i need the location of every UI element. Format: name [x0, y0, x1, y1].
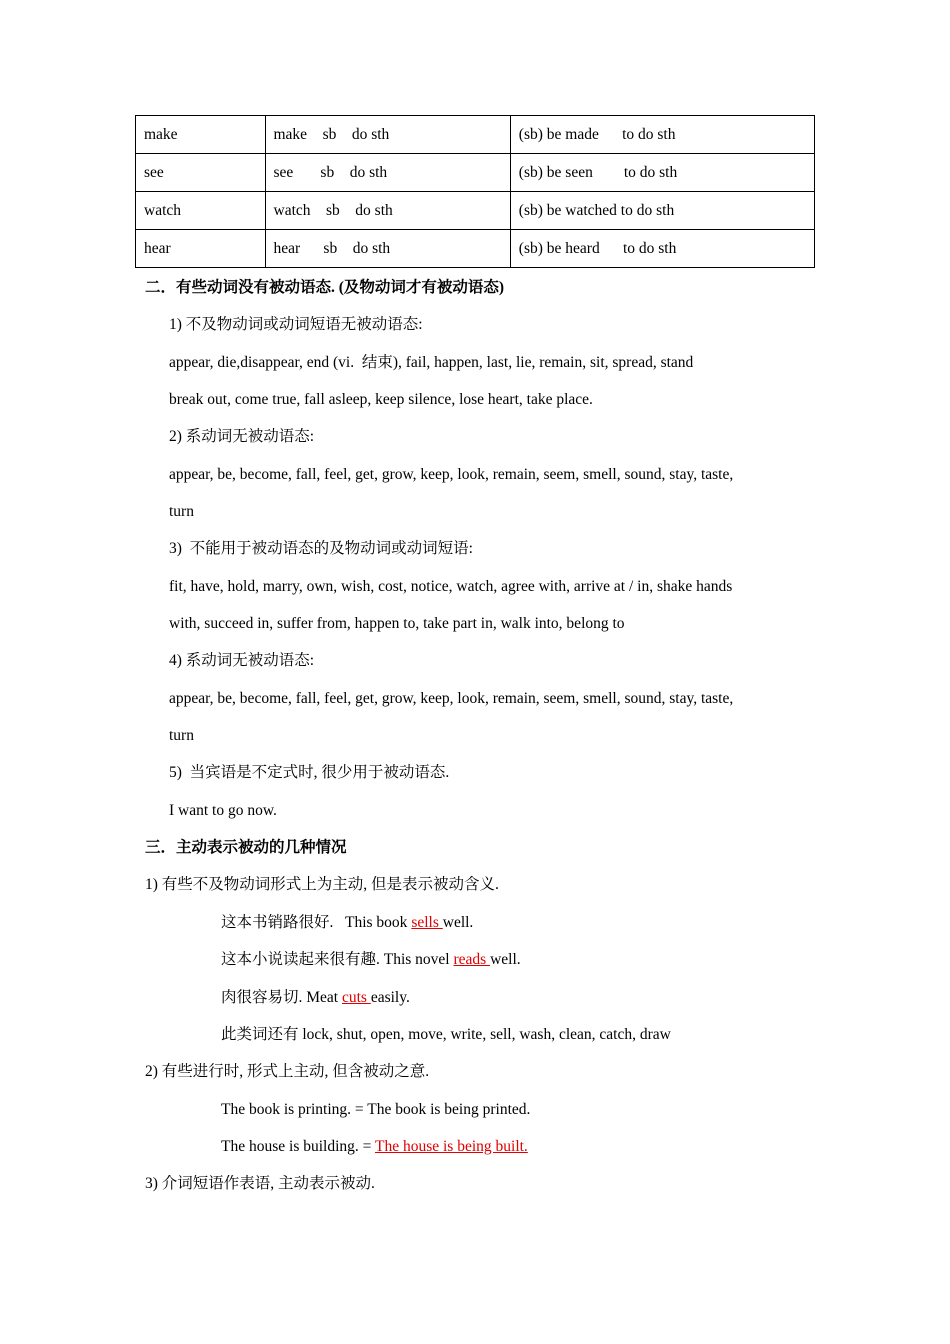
section-3-item-1-title: 1) 有些不及物动词形式上为主动, 但是表示被动含义.: [145, 876, 499, 893]
section-2-item-5-example: I want to go now.: [169, 802, 277, 819]
example-text: well.: [490, 951, 521, 968]
section-2-item-1-line-1: appear, die,disappear, end (vi. 结束), fail, happen, last, lie, remain, sit, spread, stand: [169, 354, 694, 371]
example-sentence: [221, 950, 521, 970]
table-cell-active: see sb do sth: [265, 154, 510, 192]
highlighted-word: sells: [411, 914, 443, 931]
section-2-item-2-title: 2) 系动词无被动语态:: [169, 428, 315, 445]
table-row: [136, 116, 815, 154]
section-2-item-4-title: 4) 系动词无被动语态:: [169, 652, 315, 669]
section-2-item-1-line-2: break out, come true, fall asleep, keep silence, lose heart, take place.: [169, 391, 593, 408]
highlighted-word: reads: [453, 951, 491, 968]
table-cell-active: make sb do sth: [265, 116, 510, 154]
table-cell-passive: (sb) be heard to do sth: [510, 230, 814, 268]
example-text: well.: [442, 914, 474, 931]
section-2-item-5-title: 5) 当宾语是不定式时, 很少用于被动语态.: [169, 764, 450, 781]
section-3-item-3-title: 3) 介词短语作表语, 主动表示被动.: [145, 1175, 375, 1192]
section-2-item-4-line-1: appear, be, become, fall, feel, get, grow, keep, look, remain, seem, smell, sound, stay, taste,: [169, 690, 734, 707]
section-2-heading: 二．有些动词没有被动语态. (及物动词才有被动语态): [145, 279, 505, 296]
table-cell-verb: see: [136, 154, 266, 192]
section-3-item-2-title: 2) 有些进行时, 形式上主动, 但含被动之意.: [145, 1063, 430, 1080]
table-cell-passive: (sb) be watched to do sth: [510, 192, 814, 230]
section-2-item-3-line-2: with, succeed in, suffer from, happen to, take part in, walk into, belong to: [169, 615, 625, 632]
table-cell-passive: (sb) be seen to do sth: [510, 154, 814, 192]
example-text: 这本书销路很好. This book: [221, 914, 412, 931]
example-sentence: [221, 913, 473, 933]
table-row: [136, 192, 815, 230]
table-cell-active: watch sb do sth: [265, 192, 510, 230]
example-sentence: [221, 1137, 528, 1157]
example-sentence: The book is printing. = The book is being printed.: [221, 1101, 531, 1118]
section-2-item-2-line-2: turn: [169, 503, 194, 520]
section-3-heading: 三．主动表示被动的几种情况: [145, 839, 347, 856]
example-sentence: 此类词还有 lock, shut, open, move, write, sell, wash, clean, catch, draw: [221, 1026, 671, 1043]
table-cell-verb: make: [136, 116, 266, 154]
example-text: easily.: [370, 989, 410, 1006]
highlighted-phrase: The house is being built.: [374, 1138, 528, 1155]
table-cell-verb: watch: [136, 192, 266, 230]
example-text: 这本小说读起来很有趣. This novel: [221, 951, 454, 968]
section-2-item-3-line-1: fit, have, hold, marry, own, wish, cost, notice, watch, agree with, arrive at / in, shake hands: [169, 578, 733, 595]
example-sentence: [221, 988, 410, 1008]
table-cell-active: hear sb do sth: [265, 230, 510, 268]
table-row: [136, 154, 815, 192]
section-2-item-2-line-1: appear, be, become, fall, feel, get, grow, keep, look, remain, seem, smell, sound, stay, taste,: [169, 466, 734, 483]
section-2-item-4-line-2: turn: [169, 727, 194, 744]
table-cell-verb: hear: [136, 230, 266, 268]
section-2-item-1-title: 1) 不及物动词或动词短语无被动语态:: [169, 316, 423, 333]
verb-pattern-table: [135, 115, 815, 268]
highlighted-word: cuts: [341, 989, 371, 1006]
section-2-item-3-title: 3) 不能用于被动语态的及物动词或动词短语:: [169, 540, 473, 557]
table-row: [136, 230, 815, 268]
example-text: 肉很容易切. Meat: [221, 989, 342, 1006]
table-cell-passive: (sb) be made to do sth: [510, 116, 814, 154]
example-text: The house is building. =: [221, 1138, 375, 1155]
